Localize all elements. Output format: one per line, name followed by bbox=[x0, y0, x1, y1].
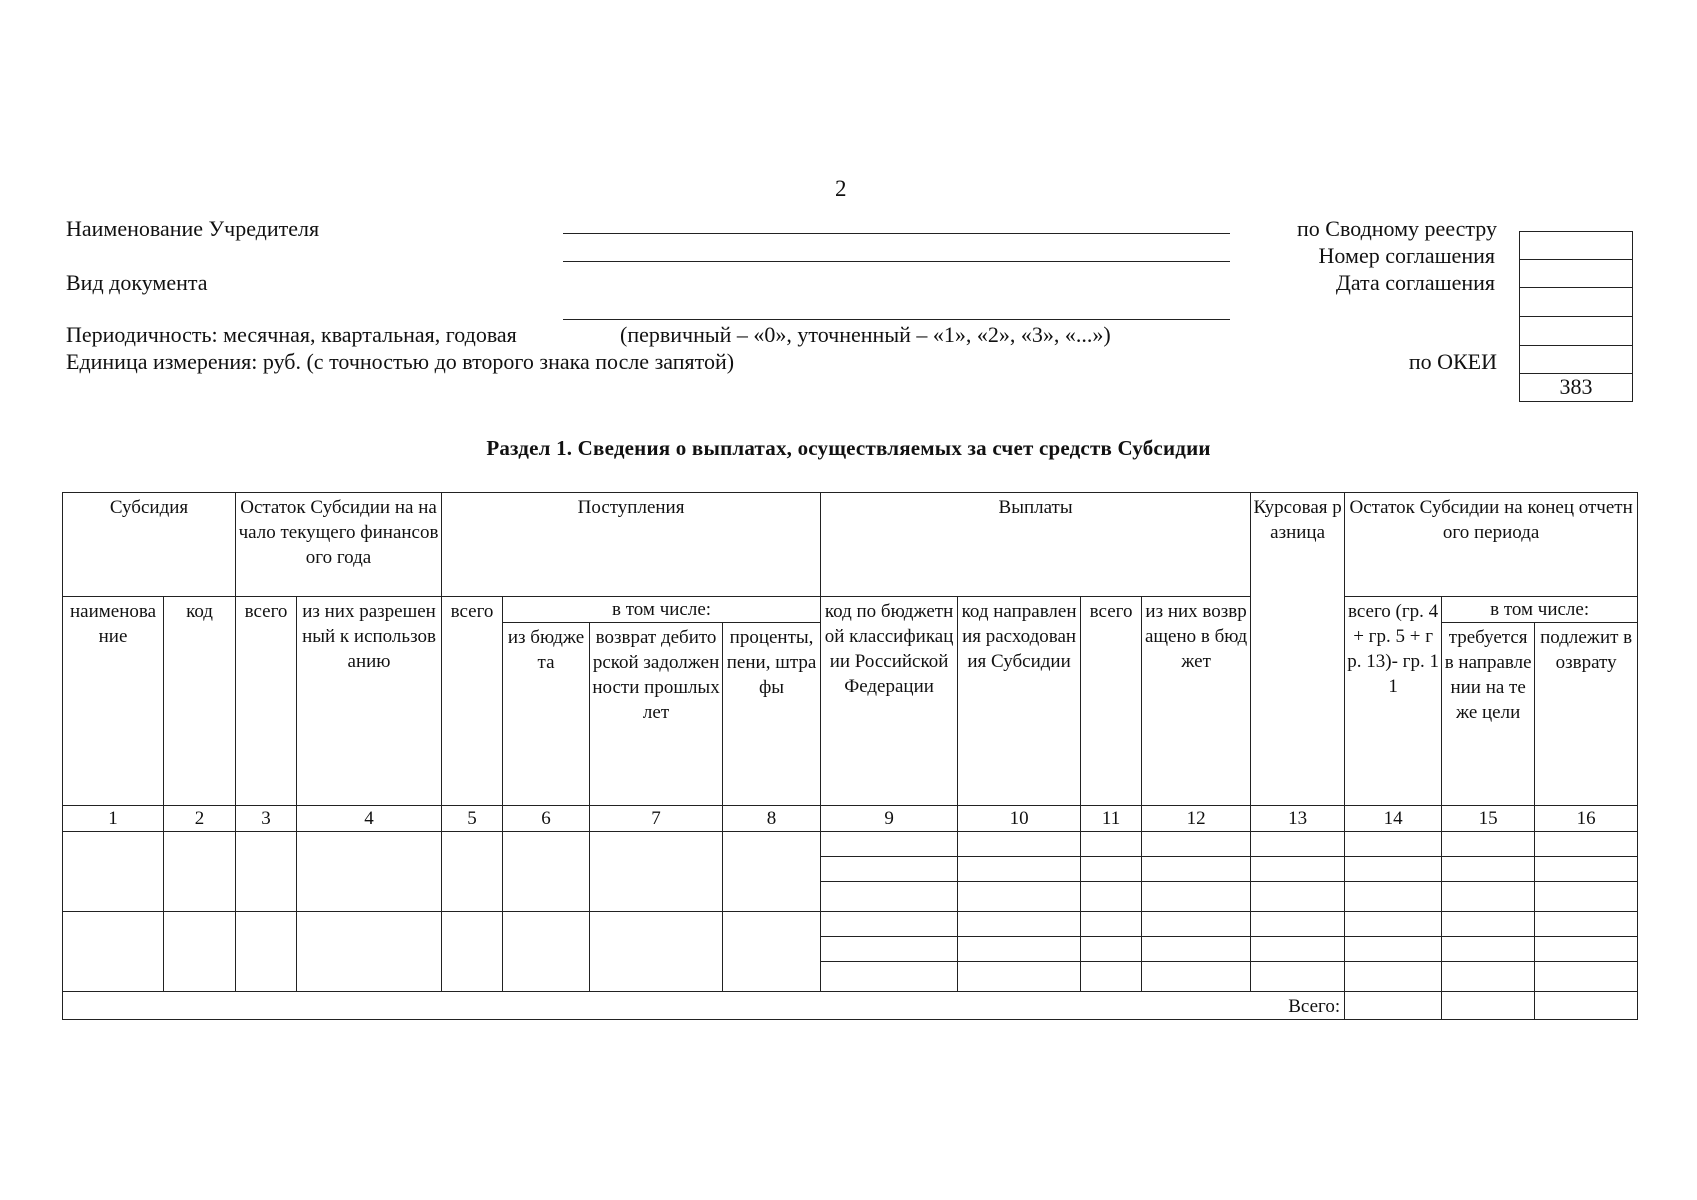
group-payments: Выплаты bbox=[821, 493, 1251, 597]
data-cell[interactable] bbox=[164, 912, 236, 992]
registry-label: по Сводному реестру bbox=[1297, 216, 1497, 241]
col-number: 16 bbox=[1535, 806, 1638, 832]
col-name: наименование bbox=[63, 597, 164, 806]
data-cell[interactable] bbox=[297, 832, 442, 912]
col-number: 14 bbox=[1345, 806, 1442, 832]
end-including: в том числе: bbox=[1442, 597, 1638, 623]
agreement-date-label: Дата соглашения bbox=[1335, 270, 1495, 295]
payments-sub-cell[interactable] bbox=[1142, 912, 1251, 992]
col-receivables: возврат дебиторской задолженности прошлых лет bbox=[590, 623, 723, 806]
founder-line-1 bbox=[563, 233, 1230, 234]
total-label: Всего: bbox=[63, 992, 1345, 1020]
col-end-total: всего (гр. 4 + гр. 5 + гр. 13)- гр. 11 bbox=[1345, 597, 1442, 806]
payments-sub-cell[interactable] bbox=[1535, 832, 1638, 912]
col-required: требуется в направлении на те же цели bbox=[1442, 623, 1535, 806]
data-cell[interactable] bbox=[236, 912, 297, 992]
data-cell[interactable] bbox=[442, 832, 503, 912]
col-number: 7 bbox=[590, 806, 723, 832]
payments-sub-cell[interactable] bbox=[1251, 832, 1345, 912]
col-number: 13 bbox=[1251, 806, 1345, 832]
agreement-number-label: Номер соглашения bbox=[1318, 243, 1495, 268]
payments-sub-cell[interactable] bbox=[1081, 912, 1142, 992]
col-number: 3 bbox=[236, 806, 297, 832]
total-cell[interactable] bbox=[1535, 992, 1638, 1020]
unit-text: Единица измерения: руб. (с точностью до второго знака после запятой) bbox=[66, 349, 735, 374]
founder-label: Наименование Учредителя bbox=[66, 216, 320, 241]
payments-sub-cell[interactable] bbox=[1345, 912, 1442, 992]
periodicity-code-box[interactable] bbox=[1519, 345, 1633, 374]
col-payments-total: всего bbox=[1081, 597, 1142, 806]
doc-type-line bbox=[563, 319, 1230, 320]
okei-code-box: 383 bbox=[1519, 373, 1633, 402]
data-cell[interactable] bbox=[503, 832, 590, 912]
payments-sub-cell[interactable] bbox=[821, 832, 958, 912]
col-receipts-total: всего bbox=[442, 597, 503, 806]
payments-sub-cell[interactable] bbox=[1442, 832, 1535, 912]
col-from-budget: из бюджета bbox=[503, 623, 590, 806]
data-cell[interactable] bbox=[590, 912, 723, 992]
col-number: 10 bbox=[958, 806, 1081, 832]
col-number: 6 bbox=[503, 806, 590, 832]
payments-sub-cell[interactable] bbox=[1251, 912, 1345, 992]
data-cell[interactable] bbox=[63, 832, 164, 912]
doc-type-hint: (первичный – «0», уточненный – «1», «2», «3», «...») bbox=[620, 322, 1111, 347]
group-balance-end: Остаток Субсидии на конец отчетного периода bbox=[1345, 493, 1638, 597]
page-number: 2 bbox=[835, 176, 847, 201]
col-number: 8 bbox=[723, 806, 821, 832]
total-cell[interactable] bbox=[1345, 992, 1442, 1020]
payments-sub-cell[interactable] bbox=[1442, 912, 1535, 992]
group-subsidy: Субсидия bbox=[63, 493, 236, 597]
col-code: код bbox=[164, 597, 236, 806]
data-cell[interactable] bbox=[590, 832, 723, 912]
agreement-number-box[interactable] bbox=[1519, 259, 1633, 288]
group-receipts: Поступления bbox=[442, 493, 821, 597]
col-number: 11 bbox=[1081, 806, 1142, 832]
data-cell[interactable] bbox=[723, 912, 821, 992]
founder-line-2 bbox=[563, 261, 1230, 262]
subsidy-payments-table bbox=[62, 492, 1638, 1020]
col-direction: код направления расходования Субсидии bbox=[958, 597, 1081, 806]
section-title: Раздел 1. Сведения о выплатах, осуществляемых за счет средств Субсидии bbox=[486, 436, 1211, 460]
payments-sub-cell[interactable] bbox=[1535, 912, 1638, 992]
data-cell[interactable] bbox=[164, 832, 236, 912]
col-bcc: код по бюджетной классификации Российской Федерации bbox=[821, 597, 958, 806]
col-number: 4 bbox=[297, 806, 442, 832]
col-returned: из них возвращено в бюджет bbox=[1142, 597, 1251, 806]
payments-sub-cell[interactable] bbox=[1081, 832, 1142, 912]
data-cell[interactable] bbox=[236, 832, 297, 912]
group-balance-start: Остаток Субсидии на начало текущего финансового года bbox=[236, 493, 442, 597]
col-to-return: подлежит возврату bbox=[1535, 623, 1638, 806]
col-number: 12 bbox=[1142, 806, 1251, 832]
periodicity-text: Периодичность: месячная, квартальная, годовая bbox=[66, 322, 517, 347]
data-cell[interactable] bbox=[503, 912, 590, 992]
col-number: 2 bbox=[164, 806, 236, 832]
data-cell[interactable] bbox=[723, 832, 821, 912]
col-interest: проценты, пени, штрафы bbox=[723, 623, 821, 806]
col-start-total: всего bbox=[236, 597, 297, 806]
col-number: 5 bbox=[442, 806, 503, 832]
payments-sub-cell[interactable] bbox=[1345, 832, 1442, 912]
okei-label: по ОКЕИ bbox=[1408, 349, 1497, 374]
total-cell[interactable] bbox=[1442, 992, 1535, 1020]
data-cell[interactable] bbox=[297, 912, 442, 992]
payments-sub-cell[interactable] bbox=[958, 832, 1081, 912]
doc-type-label: Вид документа bbox=[66, 270, 208, 295]
payments-sub-cell[interactable] bbox=[821, 912, 958, 992]
col-number: 9 bbox=[821, 806, 958, 832]
col-number: 1 bbox=[63, 806, 164, 832]
payments-sub-cell[interactable] bbox=[958, 912, 1081, 992]
data-cell[interactable] bbox=[442, 912, 503, 992]
col-number: 15 bbox=[1442, 806, 1535, 832]
receipts-including: в том числе: bbox=[503, 597, 821, 623]
payments-sub-cell[interactable] bbox=[1142, 832, 1251, 912]
col-allowed: из них разрешенный к использованию bbox=[297, 597, 442, 806]
data-cell[interactable] bbox=[63, 912, 164, 992]
doc-type-code-box[interactable] bbox=[1519, 316, 1633, 346]
group-exchange-diff: Курсовая разница bbox=[1251, 493, 1345, 806]
registry-code-box[interactable] bbox=[1519, 231, 1633, 260]
agreement-date-box[interactable] bbox=[1519, 287, 1633, 317]
